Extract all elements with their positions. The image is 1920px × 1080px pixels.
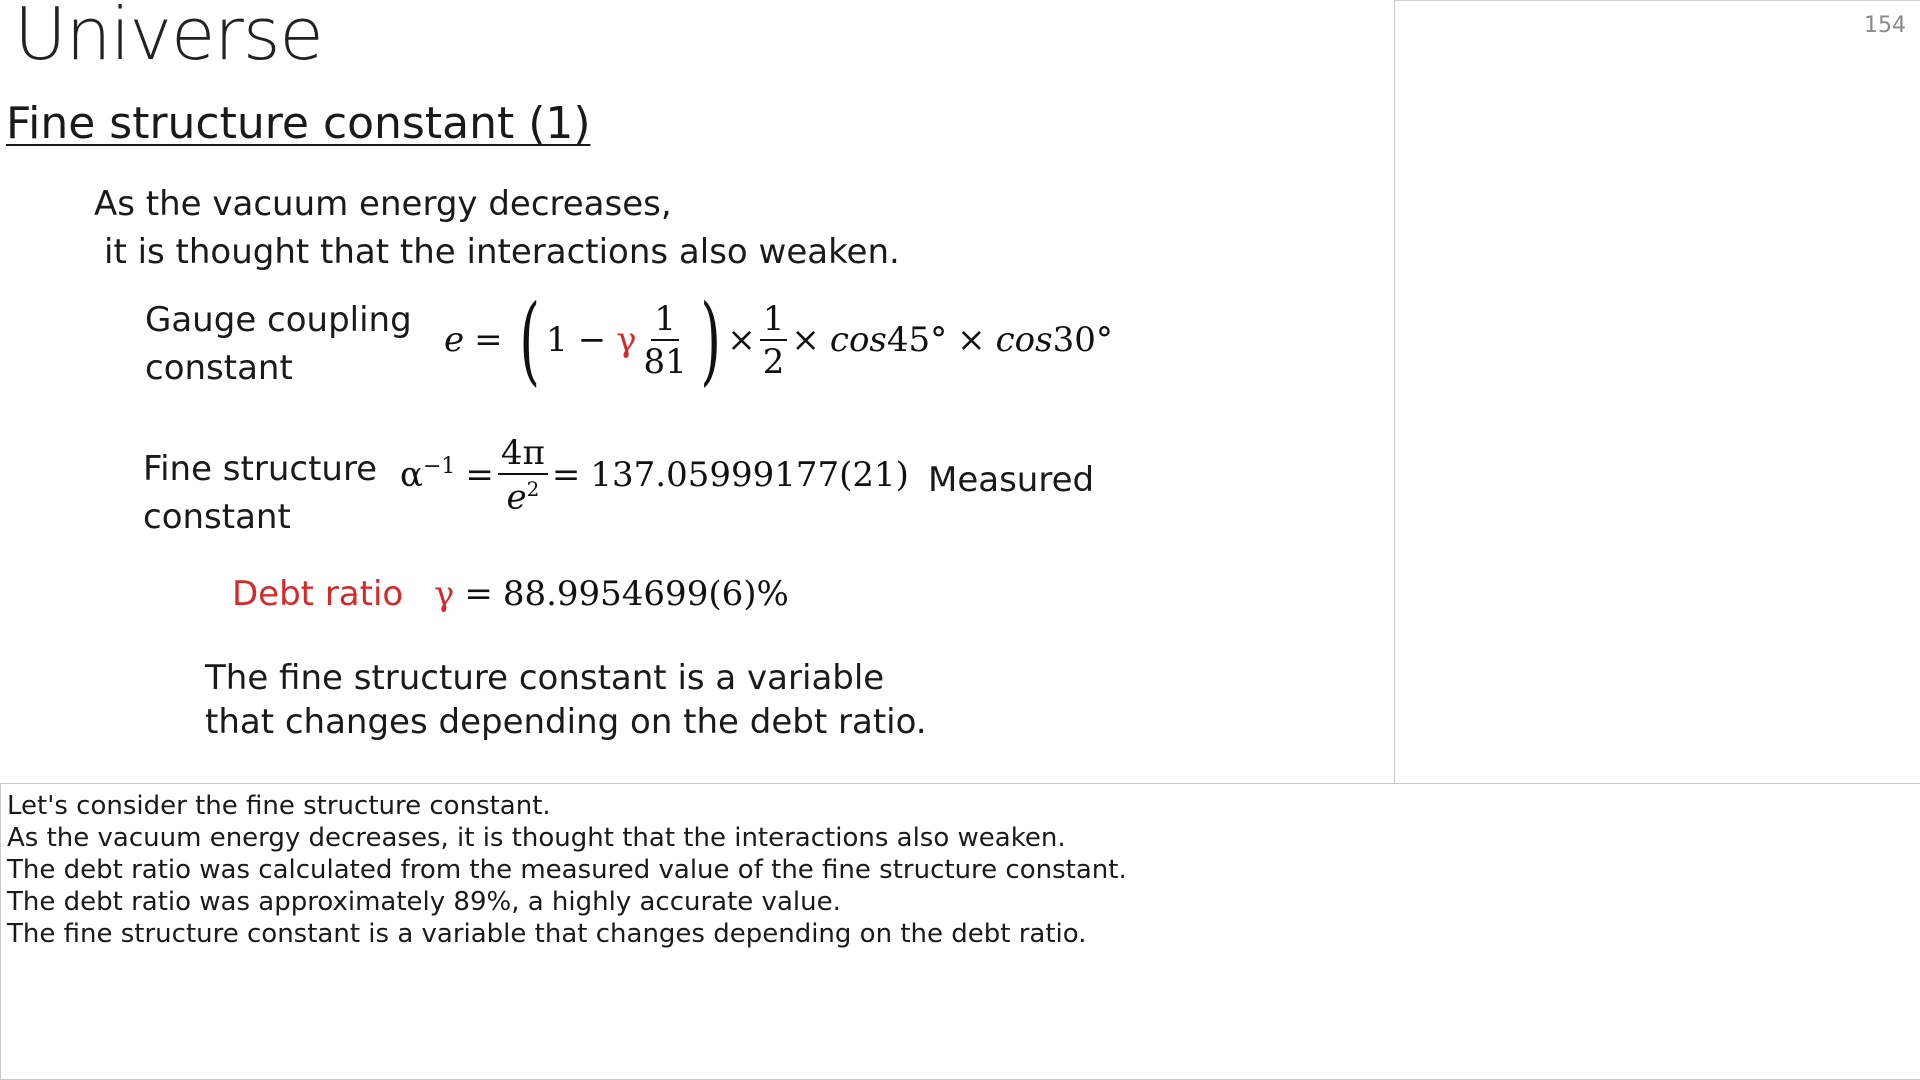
- intro-line-1: As the vacuum energy decreases,: [94, 184, 672, 224]
- slide-subtitle: Fine structure constant (1): [6, 98, 591, 149]
- debt-ratio-label: Debt ratio: [232, 574, 404, 614]
- fraction-1-over-81: [641, 298, 690, 382]
- fine-lhs: α: [400, 455, 423, 496]
- conclusion-line-1: The fine structure constant is a variable: [205, 658, 885, 698]
- notes-line: The debt ratio was approximately 89%, a highly accurate value.: [7, 887, 841, 917]
- notes-line: Let's consider the fine structure constant.: [7, 791, 551, 821]
- conclusion-line-2: that changes depending on the debt ratio.: [205, 702, 927, 742]
- slide-title: Universe: [14, 0, 323, 76]
- notes-line: The debt ratio was calculated from the measured value of the fine structure constant.: [7, 855, 1127, 885]
- fine-frac-num: 4π: [498, 436, 548, 475]
- fine-formula: [400, 433, 909, 518]
- gauge-label-line-1: Gauge coupling: [145, 300, 412, 340]
- fine-eq-1: =: [465, 455, 494, 496]
- intro-line-2: it is thought that the interactions also weaken.: [104, 232, 900, 272]
- gauge-times-3: ×: [957, 320, 986, 360]
- gauge-formula: [444, 284, 1113, 396]
- notes-line: As the vacuum energy decreases, it is thought that the interactions also weaken.: [7, 823, 1066, 853]
- right-side-pane: [1395, 0, 1920, 784]
- gauge-label-line-2: constant: [145, 348, 293, 388]
- gauge-times-2: ×: [791, 320, 820, 360]
- gauge-angle-2: 30°: [1052, 320, 1113, 360]
- gauge-minus: −: [577, 320, 607, 360]
- fine-label-line-1: Fine structure: [143, 449, 378, 489]
- fine-exponent: −1: [422, 454, 456, 479]
- fine-label-line-2: constant: [143, 497, 291, 537]
- measured-label: Measured: [928, 460, 1095, 500]
- frac2-den: 2: [762, 341, 785, 382]
- left-paren: (: [519, 284, 540, 396]
- gauge-cos-1: cos: [829, 320, 887, 360]
- right-paren: ): [700, 284, 721, 396]
- speaker-notes-pane[interactable]: [0, 784, 1920, 1080]
- gauge-cos-2: cos: [995, 320, 1053, 360]
- gauge-one: 1: [546, 320, 568, 360]
- fraction-1-over-2: [760, 298, 788, 382]
- page-number: 154: [1864, 13, 1906, 38]
- debt-formula: [434, 574, 789, 614]
- fine-frac-den: $e^2$: [506, 477, 540, 518]
- fine-eq-2: =: [551, 455, 581, 496]
- frac1-num: 1: [651, 302, 679, 341]
- gauge-lhs: e: [444, 320, 465, 360]
- debt-gamma: γ: [434, 574, 455, 614]
- fraction-4pi-over-e2: [498, 433, 548, 518]
- gauge-times-1: ×: [727, 320, 756, 360]
- debt-value: 88.9954699(6)%: [502, 574, 789, 614]
- speaker-notes-text[interactable]: [7, 790, 1127, 950]
- frac1-den: 81: [643, 341, 687, 382]
- gauge-eq: =: [474, 320, 503, 360]
- debt-eq: =: [464, 574, 493, 614]
- gauge-gamma: γ: [616, 320, 637, 360]
- fine-value: 137.05999177(21): [590, 455, 909, 496]
- gauge-angle-1: 45°: [886, 320, 948, 360]
- notes-line: The fine structure constant is a variable that changes depending on the debt ratio.: [7, 919, 1087, 949]
- frac2-num: 1: [760, 302, 788, 341]
